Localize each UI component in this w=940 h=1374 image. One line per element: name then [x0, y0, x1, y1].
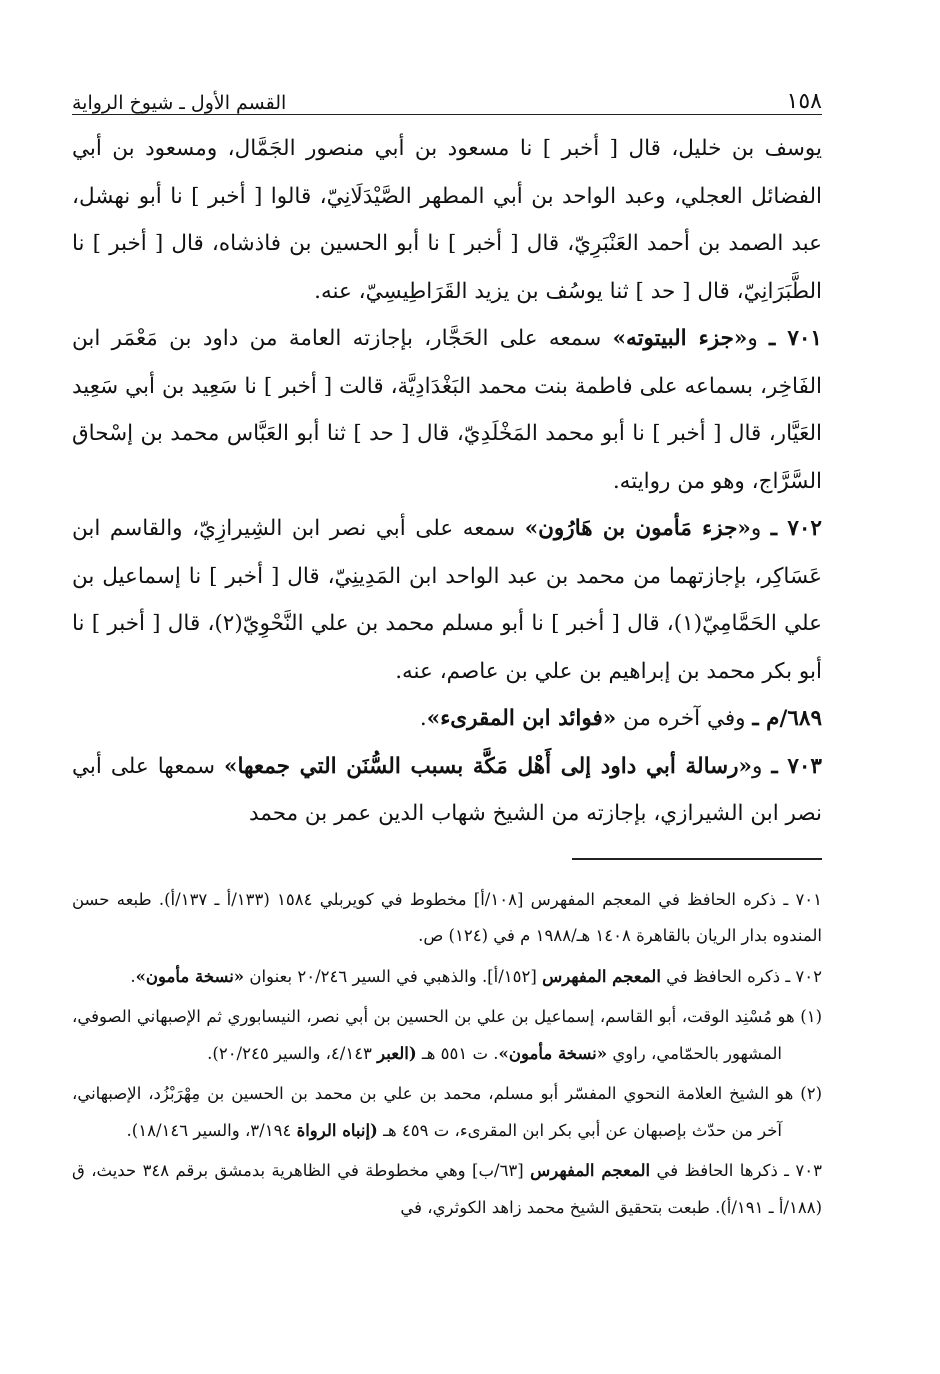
entry-number: ٧٠٣ ـ	[771, 753, 822, 779]
note-bold: «نسخة مأمون»	[498, 1043, 608, 1063]
footnote-2	[72, 1076, 822, 1149]
note-text: ٣/١٩٤، والسير ١٨/١٤٦).	[126, 1120, 297, 1140]
note-text: .	[130, 966, 136, 986]
footnotes	[72, 882, 822, 1227]
footnote-703	[72, 1153, 822, 1226]
note-text: [١٥٢/أ]. والذهبي في السير ٢٠/٢٤٦ بعنوان	[244, 966, 543, 986]
footnote-separator	[572, 858, 822, 860]
note-text: (٢) هو الشيخ العلامة النحوي المفسّر أبو مسلم، محمد بن علي بن محمد بن الحسين بن مِهْرَبْزُد، الإصبهاني، آخر من حدّث بإصبهان عن أبي بكر ابن المقرىء، ت ٤٥٩ هـ	[72, 1084, 822, 1140]
entry-title: «جزء البيتوته»	[612, 326, 748, 351]
entry-text: سمعها على أبي نصر ابن الشيرازي، بإجازته من الشيخ شهاب الدين عمر بن محمد	[72, 753, 822, 826]
running-title: القسم الأول ـ شيوخ الرواية	[72, 92, 287, 114]
footnote-701: ٧٠١ ـ ذكره الحافظ في المعجم المفهرس [١٠٨/أ] مخطوط في كويربلي ١٥٨٤ (١٣٣/أ ـ ١٣٧/أ). طبعه حسن المندوه بدار الريان بالقاهرة ١٤٠٨ هـ/١٩٨٨ م في (١٢٤) ص.	[72, 889, 823, 945]
note-text: . ت ٥٥١ هـ	[416, 1043, 499, 1063]
entry-text: وفي آخره من	[616, 706, 753, 731]
note-bold: «نسخة مأمون»	[135, 966, 245, 986]
note-text: (١) هو مُسْنِد الوقت، أبو القاسم، إسماعيل بن علي بن الحسين بن أبي نصر، النيسابوري ثم الإصبهاني الصوفي، المشهور بالحمّامي، راوي	[72, 1007, 822, 1063]
entry-text: سمعه على الحَجَّار، بإجازته العامة من داود بن مَعْمَر ابن الفَاخِر، بسماعه على فاطمة بنت محمد البَغْدَادِيَّة، قالت [ أخبر ] نا سَعِيد بن أبي سَعِيد العَيَّار، قال [ أخبر ] نا أبو محمد المَخْلَدِيّ، قال [ حد ] ثنا أبو العَبَّاس محمد بن إسْحاق السَّرَّاج، وهو من روايته.	[72, 326, 822, 494]
entry-title: «فوائد ابن المقرىء»	[426, 706, 617, 731]
footnote-separator-wrap	[72, 838, 822, 882]
footnote-1	[72, 999, 822, 1072]
book-page	[72, 60, 822, 1230]
footnote-702	[72, 959, 822, 996]
entry-prefix: و	[751, 753, 763, 779]
entry-prefix: و	[750, 516, 762, 541]
note-bold: المعجم المفهرس	[530, 1161, 651, 1180]
note-text: ٧٠٣ ـ ذكرها الحافظ في	[650, 1161, 822, 1180]
note-text: ٤/١٤٣، والسير ٢٠/٢٤٥).	[207, 1043, 378, 1063]
entry-701	[72, 315, 822, 505]
entry-text: سمعه على أبي نصر ابن الشِيرازِيّ، والقاسم ابن عَسَاكِر، بإجازتهما من محمد بن عبد الواحد ابن المَدِينِيّ، قال [ أخبر ] نا إسماعيل بن علي الحَمَّامِيّ(١)، قال [ أخبر ] نا أبو مسلم محمد بن علي النَّحْوِيّ(٢)، قال [ أخبر ] نا أبو بكر محمد بن إبراهيم بن علي بن عاصم، عنه.	[72, 516, 822, 684]
entry-prefix: و	[747, 326, 758, 351]
entry-title: «رسالة أبي داود إلى أَهْل مَكَّة بسبب السُّنَن التي جمعها»	[224, 753, 752, 779]
entry-title: «جزء مَأمون بن هَارُون»	[524, 516, 751, 541]
note-text: ٧٠٢ ـ ذكره الحافظ في	[660, 966, 822, 986]
entry-number: ٧٠٢ ـ	[770, 516, 822, 541]
note-bold: المعجم المفهرس	[542, 966, 661, 986]
note-text: [٦٣/ب] وهي مخطوطة في الظاهرية بدمشق برقم ٣٤٨ حديث، ق (١٨٨/أ ـ ١٩١/أ). طبعت بتحقيق الشيخ محمد زاهد الكوثري، في	[72, 1161, 822, 1217]
paragraph-continuation: يوسف بن خليل، قال [ أخبر ] نا مسعود بن أبي منصور الجَمَّال، ومسعود بن أبي الفضائل العجلي، وعبد الواحد بن أبي المطهر الصَّيْدَلَانِيّ، قالوا [ أخبر ] نا أبو نهشل، عبد الصمد بن أحمد العَنْبَرِيّ، قال [ أخبر ] نا أبو الحسين بن فاذشاه، قال [ أخبر ] نا الطَّبَرَانِيّ، قال [ حد ] ثنا يوسُف بن يزيد القَرَاطِيسِيّ، عنه.	[72, 136, 822, 304]
entry-number: ٧٠١ ـ	[769, 326, 822, 351]
entry-end: .	[419, 706, 427, 731]
main-text	[72, 125, 822, 838]
note-bold: (إنباه الرواة	[296, 1120, 378, 1140]
entry-703	[72, 743, 822, 838]
entry-702	[72, 505, 822, 695]
entry-number: ٦٨٩/م ـ	[752, 706, 822, 731]
page-number: ١٥٨	[786, 89, 822, 114]
entry-689m	[72, 695, 822, 743]
page-header	[72, 60, 822, 115]
note-bold: (العبر	[377, 1043, 417, 1063]
